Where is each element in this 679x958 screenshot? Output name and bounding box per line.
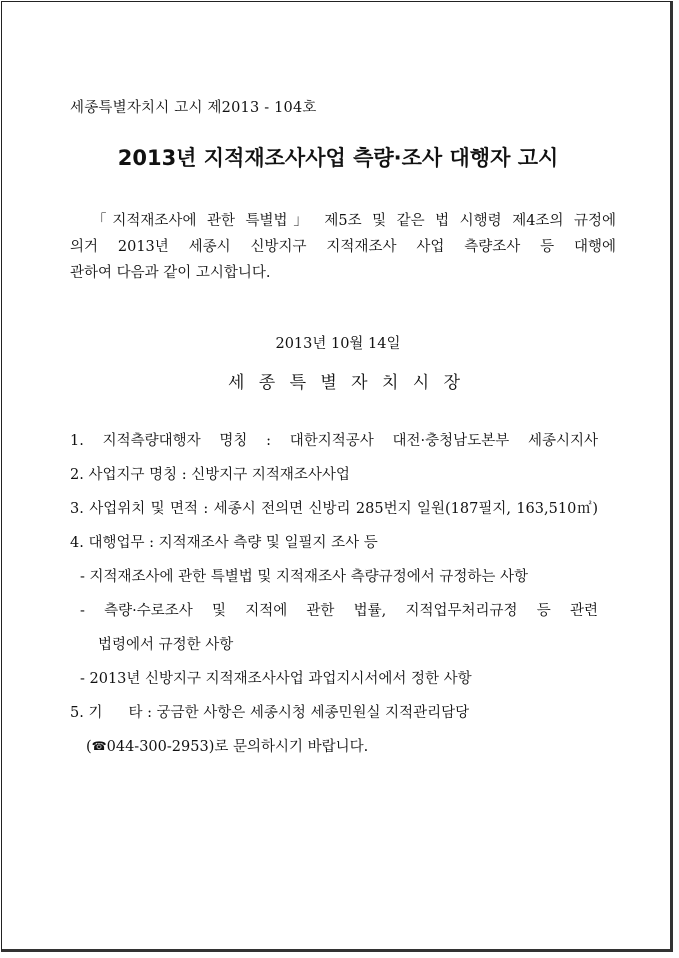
contact-open-paren: ( xyxy=(86,739,92,755)
notice-date: 2013년 10월 14일 xyxy=(275,336,401,352)
item-etc xyxy=(70,701,469,722)
item-etc-label-2: 타 xyxy=(128,705,143,721)
item-etc-label-1: 5. 기 xyxy=(70,705,103,721)
item-agent-name: 1. 지적측량대행자 명칭 : 대한지적공사 대전·충청남도본부 세종시지사 xyxy=(70,433,598,449)
item-tasks: 4. 대행업무 : 지적재조사 측량 및 일필지 조사 등 xyxy=(70,535,378,551)
intro-line-3: 관하여 다음과 같이 고시합니다. xyxy=(70,265,271,281)
phone-number: 044-300-2953 xyxy=(106,739,209,755)
intro-line-1: 「지적재조사에 관한 특별법」 제5조 및 같은 법 시행령 제4조의 규정에 xyxy=(92,213,616,229)
document-title: 2013년 지적재조사사업 측량·조사 대행자 고시 xyxy=(117,146,559,170)
phone-icon: ☎ xyxy=(91,739,107,753)
item-etc-text: : 궁금한 사항은 세종시청 세종민원실 지적관리담당 xyxy=(147,705,470,721)
task-sub-item-2-continued: 법령에서 규정한 사항 xyxy=(98,637,234,653)
intro-line-2: 의거 2013년 세종시 신방지구 지적재조사 사업 측량조사 등 대행에 xyxy=(70,239,616,255)
task-sub-item-3: - 2013년 신방지구 지적재조사사업 과업지시서에서 정한 사항 xyxy=(80,671,472,687)
task-sub-item-2: - 측량·수로조사 및 지적에 관한 법률, 지적업무처리규정 등 관련 xyxy=(80,603,598,619)
item-location-area: 3. 사업위치 및 면적 : 세종시 전의면 신방리 285번지 일원(187필지, 163,510㎡) xyxy=(70,501,598,517)
contact-text: )로 문의하시기 바랍니다. xyxy=(208,739,369,755)
item-district-name: 2. 사업지구 명칭 : 신방지구 지적재조사사업 xyxy=(70,467,350,483)
notice-number: 세종특별자치시 고시 제2013 - 104호 xyxy=(70,100,317,116)
issuer-name: 세 종 특 별 자 치 시 장 xyxy=(228,373,460,393)
contact-line xyxy=(86,735,368,756)
document-page xyxy=(1,1,673,952)
task-sub-item-1: - 지적재조사에 관한 특별법 및 지적재조사 측량규정에서 규정하는 사항 xyxy=(80,569,528,585)
